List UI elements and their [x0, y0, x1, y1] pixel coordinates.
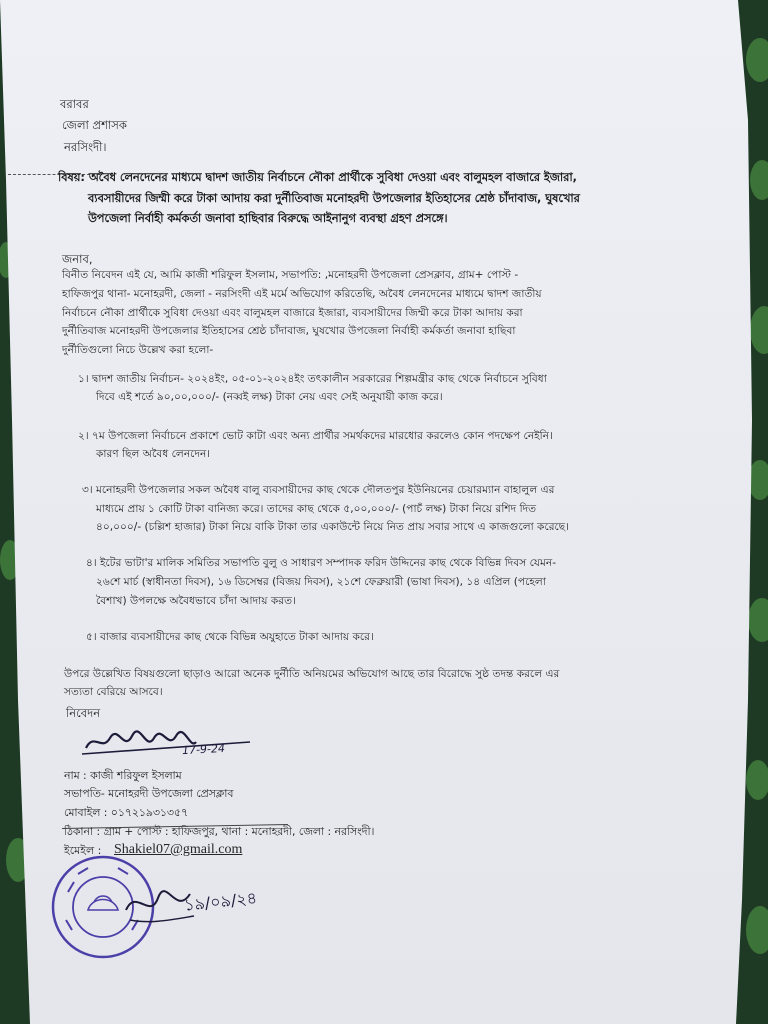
point-1-line: দিবে এই শর্তে ৯০,০০,০০০/- (নব্বই লক্ষ) টাকা নেয় এবং সেই অনুযায়ী কাজ করে। [96, 391, 443, 403]
sender-email-label: ইমেইল : [64, 844, 102, 857]
subject-line-2: ব্যবসায়ীদের জিম্মী করে টাকা আদায় করা দুর্নীতিবাজ মনোহরদী উপজেলার ইতিহাসের শ্রেষ্ঠ চাঁদাবাজ, ঘুষখোর [88, 192, 580, 205]
sign-off: নিবেদন [66, 706, 101, 720]
point-4-line: বৈশাখ) উপলক্ষে অবৈধভাবে চাঁদা আদায় করত। [96, 595, 296, 607]
salutation-to: বরাবর [60, 97, 89, 111]
point-4-line: ২৬শে মার্চ (স্বাধীনতা দিবস), ১৬ ডিসেম্বর (বিজয় দিবস), ২১শে ফেব্রুয়ারী (ভাষা দিবস), ১৪ এপ্রিল (পহেলা [96, 576, 546, 588]
point-5-line: ৫। বাজার ব্যবসায়ীদের কাছ থেকে বিভিন্ন অযুহাতে টাকা আদায় করে। [86, 631, 374, 643]
closing-line: সত্যতা বেরিয়ে আসবে। [64, 686, 163, 698]
point-2-line: কারণ ছিল অবৈধ লেনদেন। [96, 448, 211, 460]
point-3-line: মাধ্যমে প্রায় ১ কোটি টাকা বানিজ্য করে। তাদের কাছ থেকে ৫,০০,০০০/- (পাচঁ লক্ষ) টাকা নিয়ে রশিদ দিত [96, 503, 537, 515]
point-3-line: ৪০,০০০/- (চল্লিশ হাজার) টাকা নিয়ে বাকি টাকা তার একাউন্টে নিয়ে নিত প্রায় সবার সাথে এ কাজগুলো করেছে। [96, 521, 570, 533]
intro-line: দুর্নীতিগুলো নিচে উল্লেখ করা হলো- [62, 344, 214, 356]
intro-line: দুর্নীতিবাজ মনোহরদী উপজেলার ইতিহাসের শ্রেষ্ঠ চাঁদাবাজ, ঘুষখোর উপজেলা নির্বাহী কর্মকর্তা জনাবা হাছিবা [62, 325, 516, 337]
intro-line: হাফিজপুর থানা- মনোহরদী, জেলা - নরসিংদী এই মর্মে অভিযোগ করিতেছি, অবৈধ লেনদেনের মাধ্যমে দ্বাদশ জাতীয় [62, 288, 542, 300]
point-4-line: ৪। ইটের ভাটা'র মালিক সমিতির সভাপতি বুলু ও সাধারণ সম্পাদক ফরিদ উদ্দিনের কাছ থেকে বিভিন্ন দিবস যেমন- [86, 557, 557, 569]
closing-line: উপরে উল্লেখিত বিষয়গুলো ছাড়াও আরো অনেক দুর্নীতি অনিয়মের অভিযোগ আছে তার বিরোদ্ধে সুষ্ঠ তদন্ত করলে এর [64, 668, 560, 680]
signature-date: 17-9-24 [181, 741, 226, 758]
sender-mobile: মোবাইল : ০১৭২১৯৩১৩৫৭ [64, 806, 188, 819]
point-3-line: ৩। মনোহরদী উপজেলার সকল অবৈধ বালু ব্যবসায়ীদের কাছ থেকে দৌলতপুর ইউনিয়নের চেয়ারম্যান বাহালুল এর [82, 484, 555, 496]
intro-line: বিনীত নিবেদন এই যে, আমি কাজী শরিফুল ইসলাম, সভাপতি: ,মনোহরদী উপজেলা প্রেসক্লাব, গ্রাম+ পোস্ট - [62, 269, 519, 281]
recipient-place: নরসিংদী। [64, 140, 107, 154]
stamp-date: ১৯/০৯/২৪ [183, 888, 258, 915]
recipient-title: জেলা প্রশাসক [62, 118, 127, 132]
subject-line-3: উপজেলা নির্বাহী কর্মকর্তা জনাবা হাছিবার বিরুদ্ধে আইনানুগ ব্যবস্থা গ্রহণ প্রসঙ্গে। [88, 212, 448, 225]
subject-line-1: বিষয়: অবৈধ লেনদেনের মাধ্যমে দ্বাদশ জাতীয় নির্বাচনে নৌকা প্রার্থীকে সুবিধা দেওয়া এবং বালুমহল বাজারে ইজারা, [58, 171, 577, 184]
greeting: জনাব, [62, 252, 93, 266]
point-1-line: ১। দ্বাদশ জাতীয় নির্বাচন- ২০২৪ইং, ০৫-০১-২০২৪ইং তৎকালীন সরকারের শিল্পমন্ত্রীর কাছ থেকে নির্বাচনে সুবিধা [78, 373, 547, 385]
sender-name: নাম : কাজী শরিফুল ইসলাম [64, 769, 182, 782]
handwritten-signature [80, 722, 260, 766]
point-2-line: ২। ৭ম উপজেলা নির্বাচনে প্রকাশে ভোট কাটা এবং অন্য প্রার্থীর সমর্থকদের মারধোর করলেও কোন পদক্ষেপ নেইনি। [78, 430, 553, 442]
sender-address: ঠিকানা : গ্রাম + পোস্ট : হাফিজপুর, থানা : মনোহরদী, জেলা : নরসিংদী। [64, 825, 375, 838]
sender-email: Shakiel07@gmail.com [114, 842, 243, 857]
sender-role: সভাপতি- মনোহরদী উপজেলা প্রেসক্লাব [64, 787, 234, 800]
intro-line: নির্বাচনে নৌকা প্রার্থীকে সুবিধা দেওয়া এবং বালুমহল বাজারে ইজারা, ব্যবসায়ীদের জিম্মী করে টাকা আদায় করা [62, 307, 523, 319]
